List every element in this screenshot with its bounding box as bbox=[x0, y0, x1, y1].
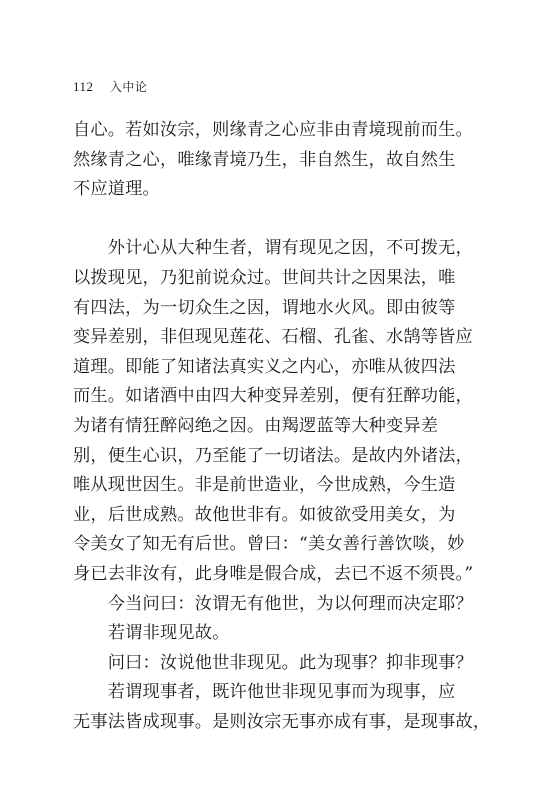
text-line: 别，便生心识，乃至能了一切诸法。是故内外诸法， bbox=[73, 445, 473, 466]
text-line: 外计心从大种生者，谓有现见之因，不可拨无， bbox=[73, 238, 473, 259]
text-line: 身已去非汝有，此身唯是假合成，去已不返不须畏。” bbox=[73, 563, 474, 584]
text-line: 变异差别，非但现见莲花、石榴、孔雀、水鹄等皆应 bbox=[73, 327, 473, 348]
text-line: 为诸有情狂醉闷绝之因。由羯逻蓝等大种变异差 bbox=[73, 415, 439, 436]
book-title: 入中论 bbox=[109, 80, 148, 94]
text-line: 唯从现世因生。非是前世造业，今世成熟，今生造 bbox=[73, 475, 456, 496]
page-number: 112 bbox=[73, 79, 94, 94]
running-header bbox=[73, 78, 147, 95]
text-line: 不应道理。 bbox=[73, 179, 160, 200]
text-line: 有四法，为一切众生之因，谓地水火风。即由彼等 bbox=[73, 297, 456, 318]
text-line: 若谓现事者，既许他世非现见事而为现事，应 bbox=[73, 682, 456, 703]
text-line: 无事法皆成现事。是则汝宗无事亦成有事，是现事故， bbox=[73, 711, 491, 732]
text-line: 问曰：汝说他世非现见。此为现事？抑非现事？ bbox=[73, 652, 473, 673]
text-line: 令美女了知无有后世。曾曰：“美女善行善饮啖，妙 bbox=[73, 534, 465, 555]
text-line: 然缘青之心，唯缘青境乃生，非自然生，故自然生 bbox=[73, 149, 456, 170]
page-body bbox=[73, 116, 491, 737]
paragraph-gap bbox=[73, 205, 473, 235]
text-line: 道理。即能了知诸法真实义之内心，亦唯从彼四法 bbox=[73, 356, 456, 377]
text-line: 以拨现见，乃犯前说众过。世间共计之因果法，唯 bbox=[73, 267, 456, 288]
text-line: 若谓非现见故。 bbox=[73, 623, 230, 644]
text-line: 而生。如诸酒中由四大种变异差别，便有狂醉功能， bbox=[73, 386, 473, 407]
text-line: 今当问曰：汝谓无有他世，为以何理而决定耶？ bbox=[73, 593, 473, 614]
text-line: 业，后世成熟。故他世非有。如彼欲受用美女，为 bbox=[73, 504, 456, 525]
text-line: 自心。若如汝宗，则缘青之心应非由青境现前而生。 bbox=[73, 120, 473, 140]
